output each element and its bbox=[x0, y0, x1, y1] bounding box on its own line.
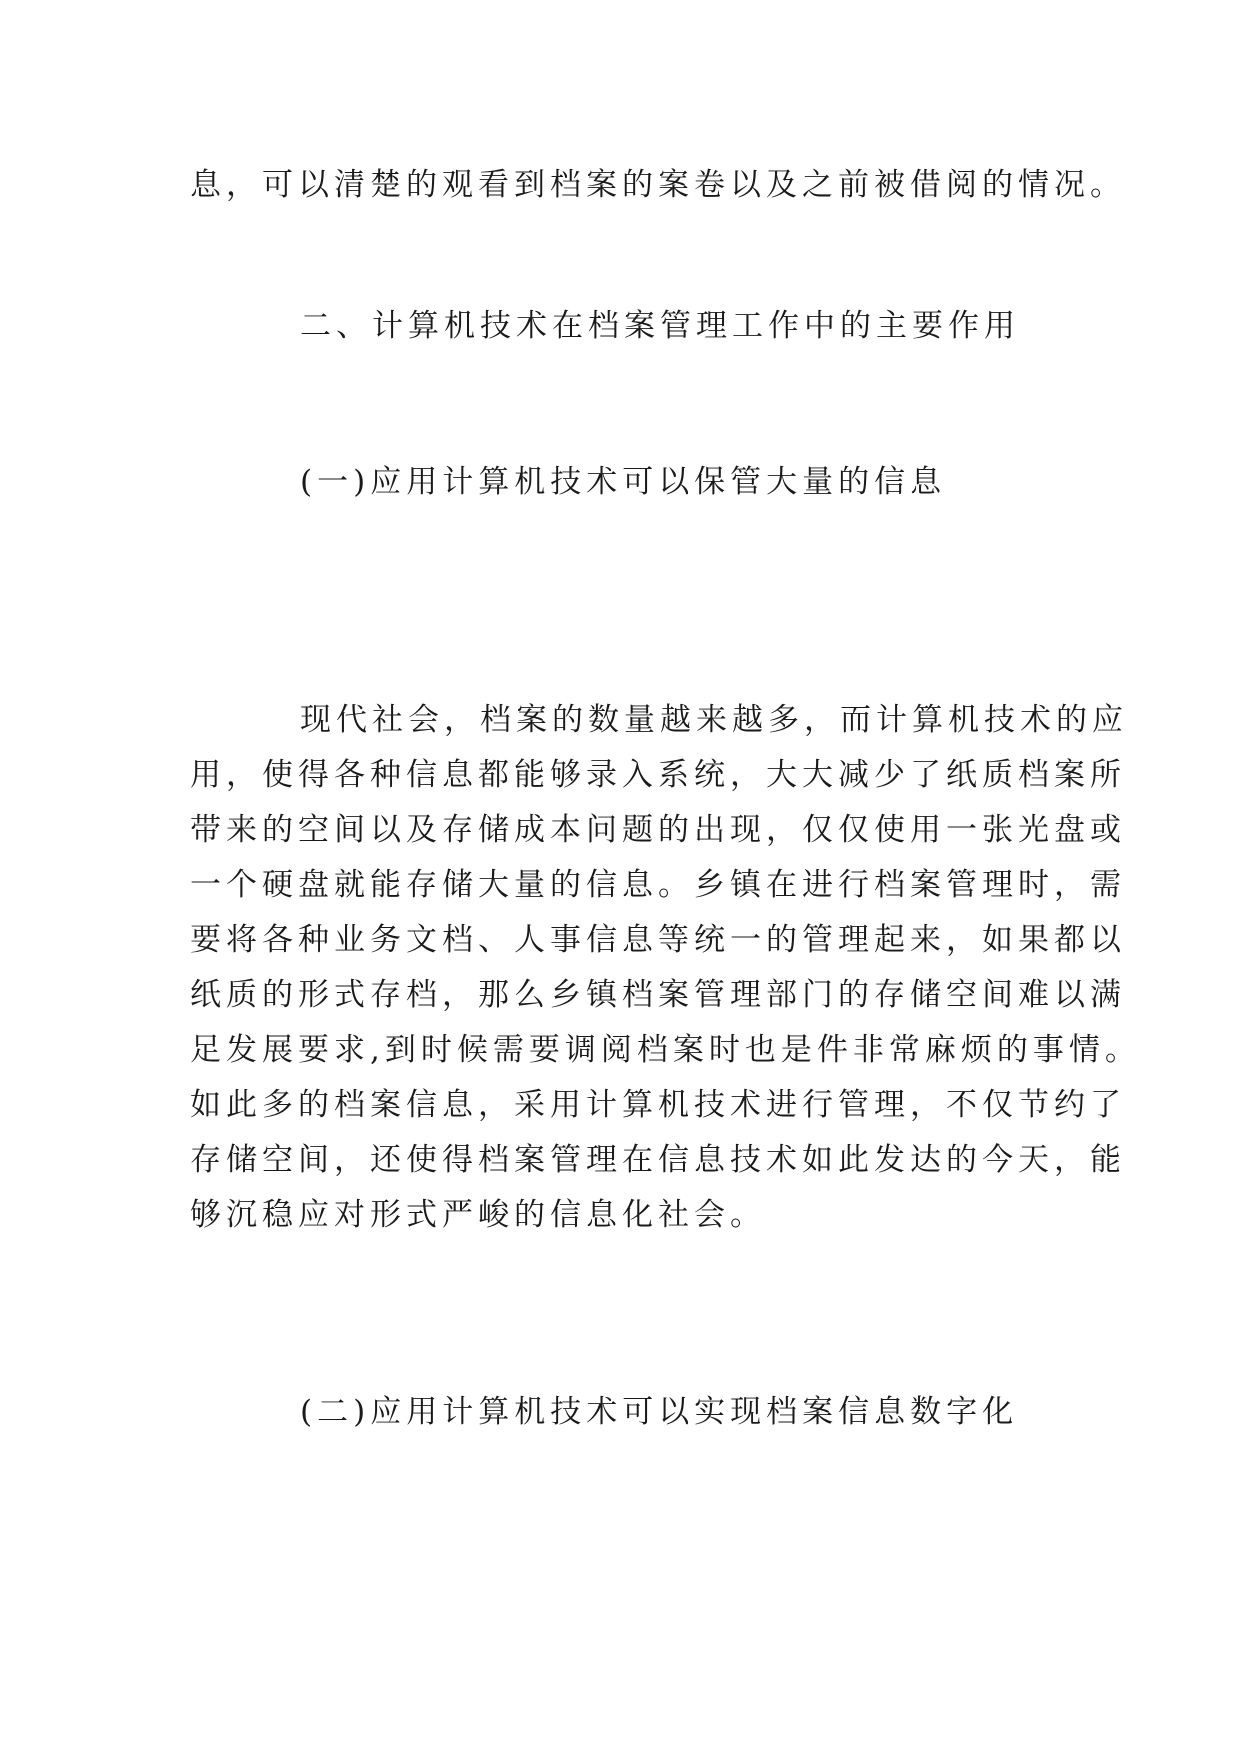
paragraph-line: 一个硬盘就能存储大量的信息。乡镇在进行档案管理时，需 bbox=[190, 867, 1126, 903]
paragraph-line: 要将各种业务文档、人事信息等统一的管理起来，如果都以 bbox=[190, 922, 1126, 958]
paragraph-line: 带来的空间以及存储成本问题的出现，仅仅使用一张光盘或 bbox=[190, 812, 1126, 848]
continuation-line: 息，可以清楚的观看到档案的案卷以及之前被借阅的情况。 bbox=[190, 167, 1126, 203]
subheading-1: (一)应用计算机技术可以保管大量的信息 bbox=[300, 464, 947, 500]
paragraph-line: 足发展要求,到时候需要调阅档案时也是件非常麻烦的事情。 bbox=[190, 1032, 1141, 1068]
subheading-2: (二)应用计算机技术可以实现档案信息数字化 bbox=[300, 1394, 1019, 1430]
paragraph-1 bbox=[190, 693, 1141, 1243]
paragraph-line: 够沉稳应对形式严峻的信息化社会。 bbox=[190, 1197, 766, 1233]
paragraph-line: 用，使得各种信息都能够录入系统，大大减少了纸质档案所 bbox=[190, 757, 1126, 793]
paragraph-line: 如此多的档案信息，采用计算机技术进行管理，不仅节约了 bbox=[190, 1087, 1126, 1123]
paragraph-line: 存储空间，还使得档案管理在信息技术如此发达的今天，能 bbox=[190, 1142, 1126, 1178]
section-heading: 二、计算机技术在档案管理工作中的主要作用 bbox=[300, 308, 1020, 344]
paragraph-line: 纸质的形式存档，那么乡镇档案管理部门的存储空间难以满 bbox=[190, 977, 1126, 1013]
paragraph-line: 现代社会，档案的数量越来越多，而计算机技术的应 bbox=[300, 702, 1128, 738]
